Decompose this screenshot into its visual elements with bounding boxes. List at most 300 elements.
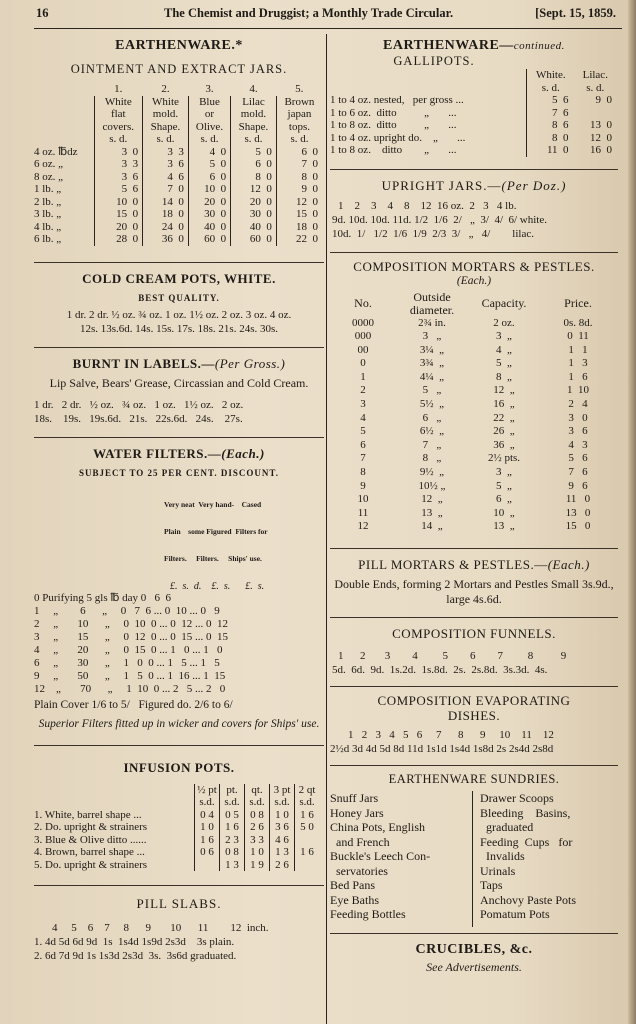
infusion-unit: s.d. bbox=[295, 796, 320, 809]
water-filters-units: £. s. d. £. s. £. s. bbox=[170, 580, 265, 592]
mortar-capacity: 26 „ bbox=[493, 425, 515, 438]
filter-row: 2 „ 10 „ 0 10 0 ... 0 12 ... 0 12 bbox=[34, 617, 229, 630]
jar-price: 20 0 bbox=[231, 196, 277, 209]
jar-price: 8 0 bbox=[231, 171, 277, 184]
mortar-diameter: 9½ „ bbox=[419, 466, 445, 479]
mortar-capacity: 5 „ bbox=[496, 479, 512, 492]
mortar-no: 00 bbox=[357, 343, 369, 356]
mortar-no: 3 bbox=[360, 398, 366, 411]
mortar-price: 15 0 bbox=[565, 520, 591, 533]
jar-price: 5 0 bbox=[188, 158, 230, 171]
col-head: White bbox=[94, 96, 143, 109]
continued-label: continued. bbox=[513, 40, 565, 52]
page-number: 16 bbox=[36, 6, 49, 20]
infusion-price: 1 3 bbox=[270, 846, 295, 859]
evaporating-title: COMPOSITION EVAPORATING DISHES. bbox=[377, 693, 571, 723]
jar-price: 3 3 bbox=[94, 158, 143, 171]
mortar-price: 3 6 bbox=[568, 425, 588, 438]
sundries-left bbox=[330, 791, 470, 922]
col-head: White bbox=[143, 96, 189, 109]
gallipots-title: GALLIPOTS. bbox=[393, 54, 475, 68]
header-rule bbox=[34, 28, 622, 29]
mortar-price: 0s. 8d. bbox=[563, 316, 593, 329]
mortar-row bbox=[330, 344, 616, 358]
gallipot-row bbox=[330, 119, 616, 132]
mortar-diameter: 7 „ bbox=[422, 438, 442, 451]
gallipot-row bbox=[330, 107, 616, 120]
jar-size: 1 lb. „ bbox=[34, 183, 62, 195]
jar-price: 6 0 bbox=[188, 171, 230, 184]
jar-price: 30 0 bbox=[188, 208, 230, 221]
mortar-no: 8 bbox=[360, 466, 366, 479]
mortar-diameter: 2¾ in. bbox=[418, 316, 446, 329]
jar-price: 40 0 bbox=[188, 221, 230, 234]
mortar-row bbox=[330, 480, 616, 494]
jar-price: 3 6 bbox=[94, 171, 143, 184]
mortar-capacity: 2½ pts. bbox=[487, 452, 521, 465]
mortar-no: 0000 bbox=[352, 316, 374, 329]
mortar-no: 1 bbox=[360, 370, 366, 383]
funnels-title: COMPOSITION FUNNELS. bbox=[392, 626, 556, 641]
gallipot-lilac: 13 0 bbox=[590, 119, 612, 131]
col-head: mold. bbox=[231, 108, 277, 121]
infusion-row bbox=[34, 834, 319, 847]
gallipot-label: 1 to 6 oz. ditto „ ... bbox=[330, 106, 457, 119]
infusion-head: pt. bbox=[220, 784, 245, 797]
mortar-no: 0 bbox=[360, 357, 366, 370]
water-filters-plain-cover: Plain Cover 1/6 to 5/ Figured do. 2/6 to 6/ bbox=[34, 698, 233, 711]
jar-price: 36 0 bbox=[143, 233, 189, 246]
cold-cream-prices: 12s. 13s.6d. 14s. 15s. 17s. 18s. 21s. 24s. 30s. bbox=[79, 322, 279, 335]
mortars-title: COMPOSITION MORTARS & PESTLES. bbox=[353, 258, 595, 274]
mortar-diameter: 4¼ „ bbox=[419, 370, 445, 383]
mortars-head-capacity: Capacity. bbox=[481, 296, 527, 311]
mortar-capacity: 4 „ bbox=[496, 343, 512, 356]
sundry-item: and French bbox=[330, 834, 390, 849]
upright-white: 9d. 10d. 10d. 11d. 1/2 1/6 2/ „ 3/ 4/ 6/ white. bbox=[332, 213, 547, 226]
water-filters-discount: SUBJECT TO 25 PER CENT. DISCOUNT. bbox=[79, 467, 279, 478]
jar-price: 12 0 bbox=[276, 196, 322, 209]
infusion-row bbox=[34, 809, 319, 822]
burnt-labels-title bbox=[34, 356, 324, 372]
col-head: Blue bbox=[188, 96, 230, 109]
evaporating-sizes: 1 2 3 4 5 6 7 8 9 10 11 12 bbox=[348, 729, 554, 741]
jar-price: 18 0 bbox=[143, 208, 189, 221]
jar-price: 24 0 bbox=[143, 221, 189, 234]
col-unit: s. d. bbox=[276, 133, 322, 146]
pill-mortars-each: (Each.) bbox=[547, 557, 590, 572]
upright-lilac: 10d. 1/ 1/2 1/6 1/9 2/3 3/ „ 4/ lilac. bbox=[332, 227, 534, 240]
mortar-row bbox=[330, 317, 616, 331]
jar-size: 6 oz. „ bbox=[34, 158, 64, 170]
jar-price: 6 0 bbox=[231, 158, 277, 171]
sundry-item: Bed Pans bbox=[330, 878, 375, 892]
journal-title: The Chemist and Druggist; a Monthly Trade Circular. bbox=[164, 6, 454, 20]
mortars-head-no: No. bbox=[354, 296, 372, 311]
infusion-unit: s.d. bbox=[195, 796, 220, 809]
column-divider bbox=[326, 34, 327, 1024]
mortar-capacity: 12 „ bbox=[493, 384, 515, 397]
pill-mortars-desc: Double Ends, forming 2 Mortars and Pestles Small 3s.9d., large 4s.6d. bbox=[334, 577, 614, 606]
infusion-price: 1 9 bbox=[245, 859, 270, 872]
filter-row: 6 „ 30 „ 1 0 0 ... 1 5 ... 1 5 bbox=[34, 656, 220, 669]
sundry-item: Drawer Scoops bbox=[480, 791, 554, 805]
mortar-diameter: 8 „ bbox=[422, 452, 442, 465]
mortar-capacity: 2 oz. bbox=[493, 316, 515, 329]
mortar-capacity: 6 „ bbox=[496, 493, 512, 506]
jar-price: 60 0 bbox=[188, 233, 230, 246]
jar-row bbox=[34, 183, 322, 196]
infusion-price: 0 8 bbox=[245, 809, 270, 822]
sundries-title: EARTHENWARE SUNDRIES. bbox=[388, 772, 560, 786]
infusion-price bbox=[195, 859, 220, 872]
mortar-price: 9 6 bbox=[568, 479, 588, 492]
mortar-no: 5 bbox=[360, 425, 366, 438]
jar-price: 40 0 bbox=[231, 221, 277, 234]
col-num: 1. bbox=[114, 83, 123, 95]
gallipot-white: 11 0 bbox=[527, 144, 575, 157]
mortar-diameter: 13 „ bbox=[421, 506, 443, 519]
water-colhead-3: Filters. Filters. Ships' use. bbox=[164, 553, 262, 563]
burnt-labels-prices: 18s. 19s. 19s.6d. 21s. 22s.6d. 24s. 27s. bbox=[34, 412, 243, 425]
col-head: flat bbox=[94, 108, 143, 121]
infusion-label: 5. Do. upright & strainers bbox=[34, 858, 148, 871]
jar-price: 15 0 bbox=[276, 208, 322, 221]
sundry-item: Pomatum Pots bbox=[480, 907, 550, 921]
mortar-row bbox=[330, 466, 616, 480]
water-filters-heading: WATER FILTERS.— bbox=[93, 445, 222, 461]
upright-sizes: 1 2 3 4 8 12 16 oz. 2 3 4 lb. bbox=[338, 199, 517, 212]
funnels-prices: 5d. 6d. 9d. 1s.2d. 1s.8d. 2s. 2s.8d. 3s.3d. 4s. bbox=[332, 664, 548, 676]
jar-row bbox=[34, 221, 322, 234]
sundry-item: graduated bbox=[480, 820, 534, 834]
mortar-row bbox=[330, 371, 616, 385]
col-head: Shape. bbox=[143, 121, 189, 134]
gallipot-lilac: 16 0 bbox=[590, 144, 612, 156]
sundries-list bbox=[330, 791, 618, 933]
mortar-diameter: 3¾ „ bbox=[419, 357, 445, 370]
mortar-row bbox=[330, 520, 616, 534]
water-filters-each: (Each.) bbox=[221, 445, 265, 461]
sundry-item: Invalids bbox=[480, 849, 525, 863]
col-unit: s. d. bbox=[143, 133, 189, 146]
col-head: japan bbox=[276, 108, 322, 121]
jar-row bbox=[34, 146, 322, 159]
jar-price: 4 0 bbox=[188, 146, 230, 159]
water-colhead-2: Plain some Figured Filters for bbox=[164, 526, 268, 536]
infusion-price: 4 6 bbox=[270, 834, 295, 847]
pill-slabs-plain: 1. 4d 5d 6d 9d 1s 1s4d 1s9d 2s3d 3s plain. bbox=[34, 936, 235, 948]
mortar-row bbox=[330, 384, 616, 398]
infusion-unit: s.d. bbox=[220, 796, 245, 809]
crucibles-title: CRUCIBLES, &c. bbox=[415, 942, 533, 957]
mortar-price: 13 0 bbox=[565, 506, 591, 519]
mortar-row bbox=[330, 452, 616, 466]
gallipot-row bbox=[330, 144, 616, 157]
mortar-capacity: 3 „ bbox=[496, 330, 512, 343]
issue-date: [Sept. 15, 1859. bbox=[535, 6, 616, 20]
jar-price: 14 0 bbox=[143, 196, 189, 209]
jar-price: 3 3 bbox=[143, 146, 189, 159]
infusion-row bbox=[34, 821, 319, 834]
jar-price: 10 0 bbox=[94, 196, 143, 209]
cold-cream-title: COLD CREAM POTS, WHITE. bbox=[82, 270, 276, 286]
col-head: mold. bbox=[143, 108, 189, 121]
gallipots-head-lilac: Lilac. bbox=[582, 69, 608, 81]
evaporating-prices: 2½d 3d 4d 5d 8d 11d 1s1d 1s4d 1s8d 2s 2s4d 2s8d bbox=[330, 743, 554, 755]
mortar-diameter: 6½ „ bbox=[419, 425, 445, 438]
filter-row: 1 „ 6 „ 0 7 6 ... 0 10 ... 0 9 bbox=[34, 604, 220, 617]
mortar-capacity: 36 „ bbox=[493, 438, 515, 451]
mortar-row bbox=[330, 330, 616, 344]
mortar-price: 7 6 bbox=[568, 466, 588, 479]
jar-price: 20 0 bbox=[94, 221, 143, 234]
cold-cream-sizes: 1 dr. 2 dr. ½ oz. ¾ oz. 1 oz. 1½ oz. 2 oz. 3 oz. 4 oz. bbox=[66, 308, 292, 321]
upright-jars-per: (Per Doz.) bbox=[501, 177, 567, 193]
filter-row: 0 Purifying 5 gls ℔ day 0 6 6 bbox=[34, 591, 172, 604]
mortars-head-price: Price. bbox=[564, 296, 592, 311]
jar-size: 4 lb. „ bbox=[34, 220, 62, 233]
gallipot-lilac bbox=[575, 107, 616, 120]
mortar-capacity: 10 „ bbox=[493, 506, 515, 519]
mortar-no: 12 bbox=[357, 520, 369, 533]
mortar-no: 4 bbox=[360, 411, 366, 424]
mortar-no: 9 bbox=[360, 479, 366, 492]
gallipot-lilac: 12 0 bbox=[590, 131, 612, 144]
burnt-labels-per: (Per Gross.) bbox=[214, 355, 286, 371]
mortar-price: 1 6 bbox=[568, 370, 588, 383]
jar-size: 8 oz. „ bbox=[34, 170, 64, 183]
jar-price: 5 0 bbox=[231, 146, 277, 159]
gallipot-white: 7 6 bbox=[527, 107, 575, 120]
sundry-item: servatories bbox=[330, 863, 388, 878]
col-head: covers. bbox=[94, 121, 143, 134]
mortars-table bbox=[330, 291, 616, 535]
infusion-head: 3 pt bbox=[270, 784, 295, 797]
water-filters-superior: Superior Filters fitted up in wicker and covers for Ships' use. bbox=[38, 717, 320, 730]
pill-mortars-heading: PILL MORTARS & PESTLES.— bbox=[358, 557, 548, 572]
mortar-row bbox=[330, 439, 616, 453]
gallipots-table bbox=[330, 69, 616, 157]
mortar-price: 2 4 bbox=[568, 398, 588, 411]
jar-size: 2 lb. „ bbox=[34, 195, 62, 208]
infusion-price: 1 3 bbox=[220, 859, 245, 872]
mortar-no: 6 bbox=[360, 438, 366, 451]
gallipot-label: 1 to 8 oz. ditto „ ... bbox=[330, 144, 457, 156]
mortar-capacity: 3 „ bbox=[496, 466, 512, 479]
page-edge bbox=[628, 0, 636, 1024]
gallipots-head-white: White. bbox=[527, 69, 575, 82]
infusion-price: 0 8 bbox=[220, 846, 245, 859]
infusion-label: 1. White, barrel shape ... bbox=[34, 808, 142, 821]
infusion-price: 0 5 bbox=[220, 809, 245, 822]
infusion-price: 1 0 bbox=[245, 846, 270, 859]
sundry-item: Urinals bbox=[480, 863, 516, 878]
mortar-capacity: 22 „ bbox=[493, 411, 515, 424]
upright-jars-title bbox=[330, 178, 618, 194]
mortar-price: 3 0 bbox=[568, 411, 588, 424]
mortar-price: 1 1 bbox=[568, 343, 588, 356]
infusion-head: 2 qt bbox=[295, 784, 320, 797]
jar-price: 7 0 bbox=[143, 183, 189, 196]
mortar-diameter: 12 „ bbox=[421, 493, 443, 506]
col-unit: s. d. bbox=[188, 133, 230, 146]
infusion-label: 4. Brown, barrel shape ... bbox=[34, 846, 145, 858]
mortar-capacity: 5 „ bbox=[496, 357, 512, 370]
water-filters-rows bbox=[34, 592, 324, 696]
ointment-jars-table bbox=[34, 83, 322, 246]
right-column bbox=[330, 34, 618, 975]
col-head: tops. bbox=[276, 121, 322, 134]
col-unit: s. d. bbox=[94, 133, 143, 146]
infusion-price bbox=[295, 834, 320, 847]
jar-price: 3 0 bbox=[94, 146, 143, 159]
mortar-diameter: 5 „ bbox=[422, 384, 442, 397]
infusion-unit: s.d. bbox=[245, 796, 270, 809]
filter-row: 12 „ 70 „ 1 10 0 ... 2 5 ... 2 0 bbox=[34, 682, 226, 695]
gallipot-white: 8 0 bbox=[527, 132, 575, 145]
col-num: 3. bbox=[205, 83, 214, 95]
col-head: Brown bbox=[276, 96, 322, 109]
running-header bbox=[36, 6, 622, 24]
jar-price: 9 0 bbox=[276, 183, 322, 196]
mortars-head-diameter: Outside diameter. bbox=[409, 289, 455, 317]
mortars-each: (Each.) bbox=[456, 274, 492, 287]
infusion-label: 2. Do. upright & strainers bbox=[34, 821, 148, 833]
jar-size: 4 oz. ℔dz bbox=[34, 145, 78, 158]
gallipots-section-title bbox=[330, 38, 618, 54]
jar-row bbox=[34, 158, 322, 171]
jar-row bbox=[34, 233, 322, 246]
mortar-row bbox=[330, 425, 616, 439]
pill-slabs-sizes: 4 5 6 7 8 9 10 11 12 inch. bbox=[52, 922, 269, 934]
jar-price: 28 0 bbox=[94, 233, 143, 246]
gallipot-label: 1 to 4 oz. nested, per gross ... bbox=[330, 94, 464, 106]
mortar-no: 7 bbox=[360, 452, 366, 465]
gallipot-label: 1 to 8 oz. ditto „ ... bbox=[330, 119, 457, 131]
infusion-price: 1 6 bbox=[295, 809, 320, 822]
jar-row bbox=[34, 196, 322, 209]
mortar-capacity: 8 „ bbox=[496, 370, 512, 383]
infusion-label: 3. Blue & Olive ditto ...... bbox=[34, 833, 147, 846]
infusion-price: 1 6 bbox=[295, 846, 320, 859]
infusion-price: 2 6 bbox=[270, 859, 295, 872]
mortar-diameter: 10½ „ bbox=[418, 479, 446, 492]
infusion-price: 0 4 bbox=[195, 809, 220, 822]
water-filters-title bbox=[34, 446, 324, 462]
mortar-no: 11 bbox=[357, 506, 369, 519]
burnt-labels-sizes: 1 dr. 2 dr. ½ oz. ¾ oz. 1 oz. 1½ oz. 2 oz. bbox=[34, 398, 244, 411]
mortar-diameter: 6 „ bbox=[422, 411, 442, 424]
col-head: or bbox=[188, 108, 230, 121]
jar-row bbox=[34, 208, 322, 221]
jar-price: 4 6 bbox=[143, 171, 189, 184]
mortar-diameter: 3¼ „ bbox=[419, 343, 445, 356]
sundries-divider bbox=[472, 791, 473, 927]
mortar-row bbox=[330, 507, 616, 521]
mortar-capacity: 13 „ bbox=[493, 520, 515, 533]
earthenware-continued: EARTHENWARE— bbox=[383, 38, 514, 53]
gallipot-white: 5 6 bbox=[527, 94, 575, 107]
infusion-price bbox=[295, 859, 320, 872]
upright-jars-heading: UPRIGHT JARS.— bbox=[381, 177, 502, 193]
filter-row: 9 „ 50 „ 1 5 0 ... 1 16 ... 1 15 bbox=[34, 669, 226, 682]
mortar-price: 4 3 bbox=[568, 438, 588, 451]
left-column bbox=[34, 34, 324, 962]
infusion-price: 1 0 bbox=[270, 809, 295, 822]
jar-price: 3 6 bbox=[143, 158, 189, 171]
jar-price: 10 0 bbox=[188, 183, 230, 196]
infusion-row bbox=[34, 859, 319, 872]
jar-price: 5 6 bbox=[94, 183, 143, 196]
jar-price: 22 0 bbox=[276, 233, 322, 246]
mortar-price: 1 3 bbox=[568, 357, 588, 370]
col-head: Lilac bbox=[231, 96, 277, 109]
earthenware-title: EARTHENWARE.* bbox=[115, 38, 243, 53]
burnt-labels-heading: BURNT IN LABELS.— bbox=[72, 355, 215, 371]
gallipot-label: 1 to 4 oz. upright do. „ ... bbox=[330, 131, 466, 144]
col-num: 5. bbox=[295, 83, 304, 95]
mortar-row bbox=[330, 398, 616, 412]
infusion-head: ½ pt bbox=[195, 784, 220, 797]
funnels-sizes: 1 2 3 4 5 6 7 8 9 bbox=[338, 650, 567, 662]
jar-price: 60 0 bbox=[231, 233, 277, 246]
col-unit: s. d. bbox=[231, 133, 277, 146]
col-num: 4. bbox=[249, 83, 258, 95]
water-filters-colheads bbox=[164, 482, 324, 581]
mortar-price: 11 0 bbox=[565, 493, 591, 506]
col-head: Shape. bbox=[231, 121, 277, 134]
sundry-item: Honey Jars bbox=[330, 805, 384, 820]
mortar-no: 000 bbox=[354, 330, 372, 343]
mortar-diameter: 3 „ bbox=[422, 330, 442, 343]
jar-price: 15 0 bbox=[94, 208, 143, 221]
sundries-right bbox=[480, 791, 616, 922]
infusion-head: qt. bbox=[245, 784, 270, 797]
infusion-price: 2 3 bbox=[220, 834, 245, 847]
mortar-price: 0 11 bbox=[567, 330, 589, 343]
infusion-unit: s.d. bbox=[270, 796, 295, 809]
filter-row: 3 „ 15 „ 0 12 0 ... 0 15 ... 0 15 bbox=[34, 630, 229, 643]
gallipot-row bbox=[330, 132, 616, 145]
pill-slabs-title: PILL SLABS. bbox=[136, 896, 222, 911]
burnt-labels-desc: Lip Salve, Bears' Grease, Circassian and Cold Cream. bbox=[49, 375, 309, 390]
sundry-item: Buckle's Leech Con- bbox=[330, 849, 431, 863]
sundry-item: Taps bbox=[480, 878, 503, 892]
infusion-price: 1 6 bbox=[195, 834, 220, 847]
infusion-pots-table bbox=[34, 784, 319, 872]
sundry-item: Bleeding Basins, bbox=[480, 805, 571, 820]
mortar-capacity: 16 „ bbox=[493, 398, 515, 411]
col-num: 2. bbox=[161, 83, 170, 95]
jar-size: 3 lb. „ bbox=[34, 208, 62, 220]
mortar-row bbox=[330, 357, 616, 371]
gallipots-unit: s. d. bbox=[527, 82, 575, 95]
mortar-no: 2 bbox=[360, 384, 366, 397]
col-head: Olive. bbox=[188, 121, 230, 134]
infusion-price: 3 6 bbox=[270, 821, 295, 834]
mortar-row bbox=[330, 412, 616, 426]
sundry-item: Anchovy Paste Pots bbox=[480, 892, 576, 907]
pill-slabs-graduated: 2. 6d 7d 9d 1s 1s3d 2s3d 3s. 3s6d graduated. bbox=[34, 950, 237, 962]
jar-price: 8 0 bbox=[276, 171, 322, 184]
gallipot-white: 8 6 bbox=[527, 119, 575, 132]
mortar-price: 1 10 bbox=[567, 384, 589, 397]
jar-price: 7 0 bbox=[276, 158, 322, 171]
sundry-item: Snuff Jars bbox=[330, 791, 379, 805]
gallipot-lilac: 9 0 bbox=[595, 94, 612, 106]
sundry-item: Feeding Bottles bbox=[330, 907, 406, 921]
